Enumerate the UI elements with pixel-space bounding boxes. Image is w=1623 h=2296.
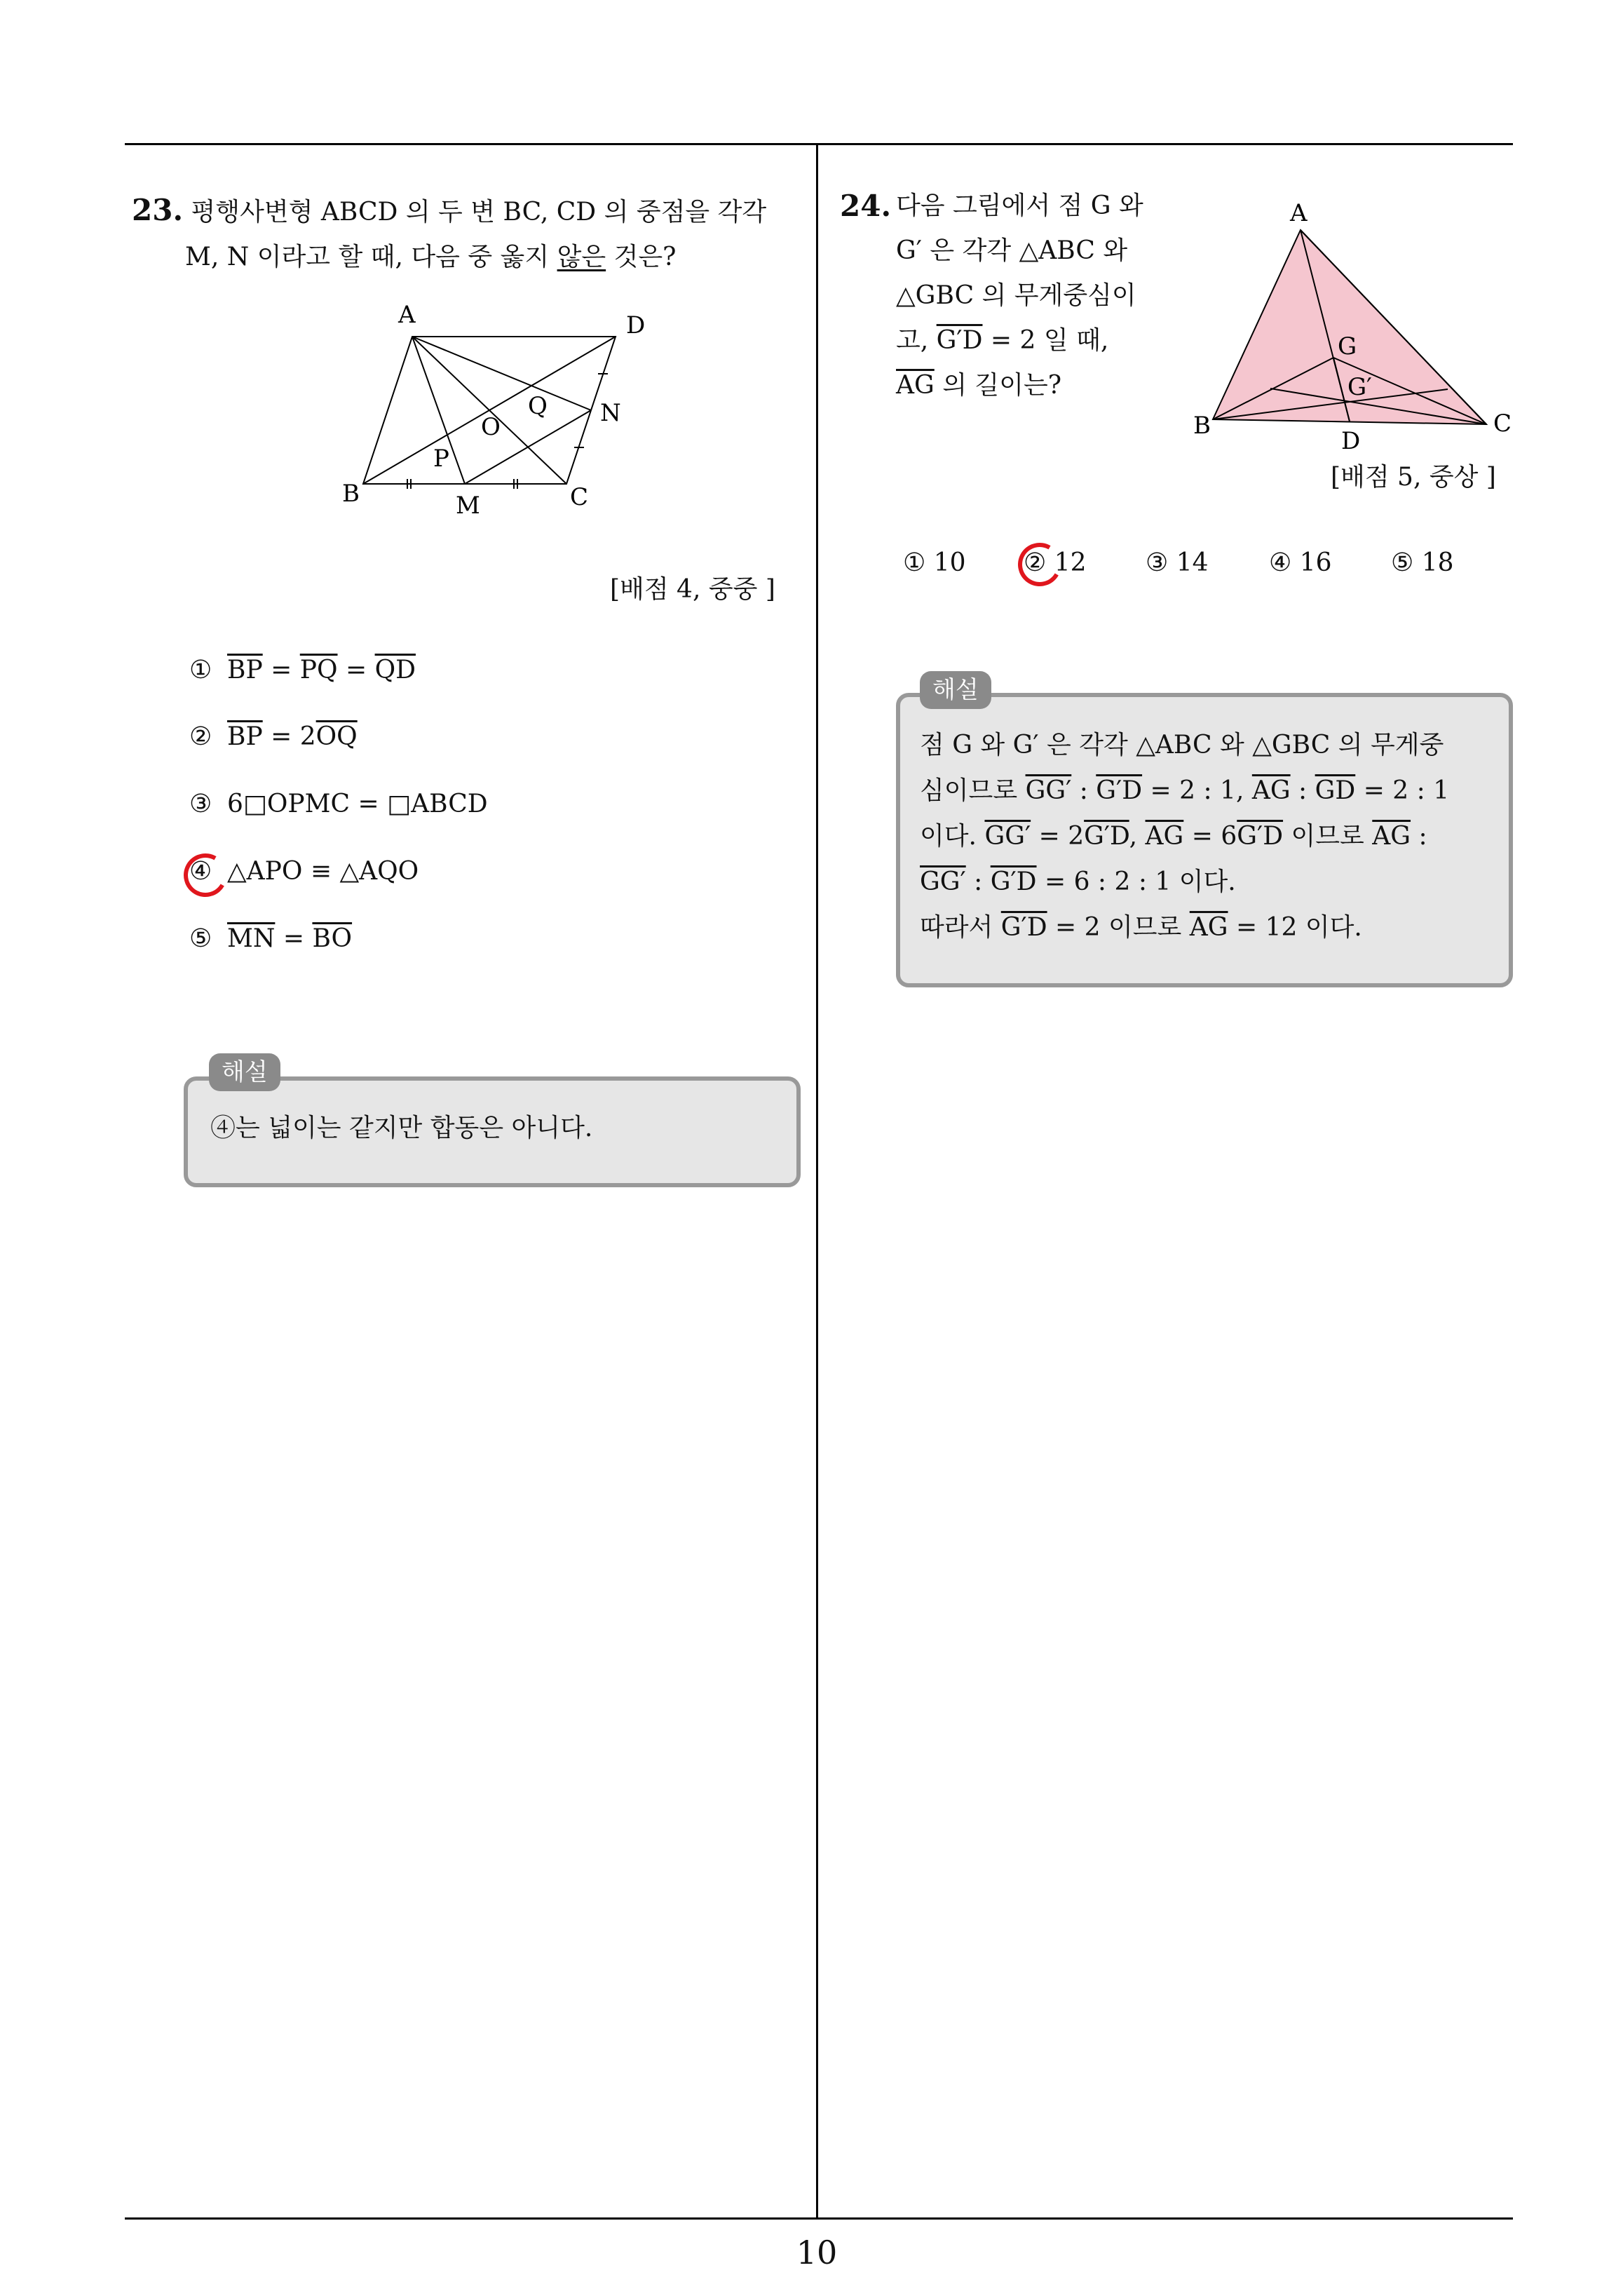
q24-stem-line xyxy=(896,363,1190,408)
text-fragment: 고, xyxy=(896,326,937,355)
choice-number: ③ xyxy=(1146,548,1176,577)
q24-stem-lines xyxy=(840,184,1190,408)
text-fragment: $\overline{PQ}$ xyxy=(299,656,338,684)
q23-option[interactable] xyxy=(189,656,416,684)
q24-choice[interactable] xyxy=(903,548,966,577)
choice-value: 10 xyxy=(933,548,966,577)
text-fragment: 다음 그림에서 점 G 와 xyxy=(896,191,1143,220)
text-fragment: $\overline{AG}$ xyxy=(1372,822,1411,851)
label-a: A xyxy=(398,301,416,329)
option-number: ④ xyxy=(189,857,212,886)
text-fragment: GG′ xyxy=(984,822,1031,851)
q23-stem-underlined: 않은 xyxy=(557,243,606,271)
label-d: D xyxy=(1341,427,1361,455)
text-fragment: = 6 : 2 : 1 이다. xyxy=(1036,867,1236,896)
choice-value: 12 xyxy=(1054,548,1087,577)
text-fragment: 점 G 와 G′ 은 각각 △ABC 와 △GBC 의 무게중 xyxy=(920,731,1444,759)
text-fragment: GG′ xyxy=(920,867,966,896)
label-g: G xyxy=(1338,332,1357,360)
q23-solution-text: ④는 넓이는 같지만 합동은 아니다. xyxy=(210,1114,593,1142)
q23-option[interactable] xyxy=(189,722,358,751)
q24-solution-line xyxy=(920,813,1495,859)
label-n: N xyxy=(600,399,621,427)
q24-choice[interactable] xyxy=(1269,548,1332,577)
text-fragment: $\overline{BP}$ xyxy=(227,656,263,684)
text-fragment: G′D xyxy=(990,867,1037,896)
q23-stem-line1 xyxy=(132,188,805,235)
q24-stem xyxy=(840,184,1190,408)
text-fragment: △APO ≡ △AQO xyxy=(227,857,419,886)
segment-an xyxy=(412,337,591,410)
choice-number: ④ xyxy=(1269,548,1300,577)
q23-option[interactable] xyxy=(189,924,352,953)
text-fragment: $\overline{QD}$ xyxy=(374,656,416,684)
label-g-prime: G′ xyxy=(1347,373,1372,401)
text-fragment: = 2 일 때, xyxy=(982,326,1109,355)
q24-choice[interactable] xyxy=(1391,548,1454,577)
text-fragment: $\overline{OQ}$ xyxy=(315,722,358,751)
q24-choice[interactable] xyxy=(1146,548,1209,577)
label-c: C xyxy=(1493,410,1512,438)
label-b: B xyxy=(1193,412,1211,440)
text-fragment: : xyxy=(1290,776,1315,805)
text-fragment: △GBC 의 무게중심이 xyxy=(896,281,1136,310)
q23-stem-text2a: M, N 이라고 할 때, 다음 중 옳지 xyxy=(185,243,557,271)
q24-score: [배점 5, 중상 ] xyxy=(1331,463,1496,492)
text-fragment: $\overline{BO}$ xyxy=(312,924,353,953)
option-number: ⑤ xyxy=(189,924,212,953)
q24-answer-mark xyxy=(1013,538,1066,591)
choice-value: 16 xyxy=(1299,548,1332,577)
q24-solution-line xyxy=(920,905,1495,950)
q23-solution-label: 해설 xyxy=(209,1053,280,1091)
choice-number: ⑤ xyxy=(1391,548,1422,577)
text-fragment: = 2 : 1 xyxy=(1355,776,1450,805)
q23-parallelogram-figure xyxy=(335,295,686,526)
choice-value: 14 xyxy=(1176,548,1209,577)
q24-stem-line xyxy=(896,274,1190,318)
text-fragment: G′D xyxy=(1096,776,1143,805)
q24-solution-text xyxy=(920,722,1495,950)
text-fragment: : xyxy=(1071,776,1096,805)
text-fragment: 이다. xyxy=(920,822,985,851)
label-q: Q xyxy=(528,392,548,420)
text-fragment: G′ 은 각각 △ABC 와 xyxy=(896,236,1128,265)
label-m: M xyxy=(456,492,480,520)
text-fragment: G′D xyxy=(1237,822,1284,851)
text-fragment: $\overline{GD}$ xyxy=(1315,776,1356,805)
text-fragment: GG′ xyxy=(1025,776,1072,805)
text-fragment: G′D xyxy=(1000,913,1047,942)
text-fragment: = 2 이므로 xyxy=(1047,913,1190,942)
q24-triangle-figure xyxy=(1192,196,1521,463)
label-b: B xyxy=(342,480,360,508)
q24-solution-line xyxy=(920,768,1495,813)
q24-solution-label: 해설 xyxy=(920,671,991,709)
text-fragment: = xyxy=(275,924,313,953)
option-number: ① xyxy=(189,656,212,684)
q24-solution-line xyxy=(920,722,1495,768)
text-fragment: : xyxy=(965,867,991,896)
q23-stem-line2 xyxy=(132,235,805,280)
column-divider xyxy=(816,143,818,2219)
choice-value: 18 xyxy=(1421,548,1454,577)
text-fragment: G′D xyxy=(1084,822,1129,851)
q24-stem-line xyxy=(896,229,1190,274)
text-fragment: = 2 : 1, xyxy=(1142,776,1252,805)
text-fragment: = xyxy=(337,656,375,684)
page-number: 10 xyxy=(796,2234,838,2271)
q24-stem-line xyxy=(896,184,1190,229)
text-fragment: $\overline{MN}$ xyxy=(227,924,276,953)
option-number: ③ xyxy=(189,790,212,818)
text-fragment: 이므로 xyxy=(1283,822,1373,851)
text-fragment: $\overline{AG}$ xyxy=(1189,913,1228,942)
q23-option[interactable] xyxy=(189,790,488,818)
top-rule xyxy=(125,143,1513,145)
q23-stem-text2b: 것은? xyxy=(606,243,677,271)
text-fragment: 따라서 xyxy=(920,913,1001,942)
text-fragment: $\overline{BP}$ xyxy=(227,722,263,751)
text-fragment: = 6 xyxy=(1183,822,1237,851)
text-fragment: $\overline{AG}$ xyxy=(896,371,935,400)
text-fragment: 의 길이는? xyxy=(934,371,1062,400)
q24-stem-line xyxy=(896,318,1190,363)
text-fragment: , xyxy=(1129,822,1146,851)
text-fragment: $\overline{AG}$ xyxy=(1251,776,1291,805)
q23-score: [배점 4, 중중 ] xyxy=(610,575,775,604)
text-fragment: = 2 xyxy=(1031,822,1085,851)
label-o: O xyxy=(481,413,501,441)
text-fragment: = 12 이다. xyxy=(1228,913,1362,942)
text-fragment: : xyxy=(1411,822,1427,851)
q24-solution-line xyxy=(920,859,1495,905)
q23-stem-text1: 평행사변형 ABCD 의 두 변 BC, CD 의 중점을 각각 xyxy=(191,198,767,227)
label-p: P xyxy=(433,445,449,473)
label-d: D xyxy=(626,311,646,339)
text-fragment: $\overline{AG}$ xyxy=(1145,822,1184,851)
choice-number: ② xyxy=(1024,548,1054,577)
text-fragment: = xyxy=(262,656,300,684)
label-c: C xyxy=(570,483,589,511)
text-fragment: 6□OPMC = □ABCD xyxy=(227,790,488,818)
q24-number: 24. xyxy=(840,189,892,223)
text-fragment: 심이므로 xyxy=(920,776,1026,805)
bottom-rule xyxy=(125,2217,1513,2220)
text-fragment: G′D xyxy=(936,326,983,355)
choice-number: ① xyxy=(903,548,934,577)
q23-number: 23. xyxy=(132,193,184,227)
q23-stem xyxy=(132,188,805,280)
text-fragment: = 2 xyxy=(262,722,316,751)
label-a: A xyxy=(1290,199,1308,227)
option-number: ② xyxy=(189,722,212,751)
